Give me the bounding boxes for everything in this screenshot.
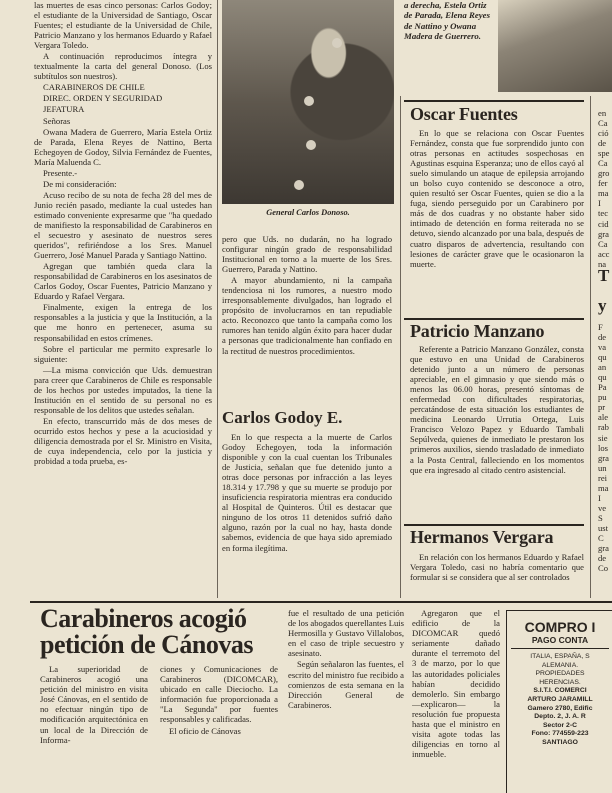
letter-header: CARABINEROS DE CHILE <box>43 82 145 93</box>
column-divider <box>590 96 591 598</box>
paragraph: En efecto, transcurrido más de dos meses de ocurrido estos hechos y pese a la acuciosidad y diligencia demostrada por el Sr. Ministro en Visita, de cuya independencia, celo por la justicia y probidad a toda prueba, es- <box>34 415 212 467</box>
subheading-godoy: Carlos Godoy E. <box>222 408 343 427</box>
ad-subtitle: PAGO CONTA <box>511 635 609 649</box>
photo-general <box>222 0 394 204</box>
ad-line: Depto. 2, J. A. R <box>534 713 586 721</box>
paragraph: A continuación reproducimos íntegra y textualmente la carta del general Donoso. (Los subtítulos son nuestros). <box>34 51 212 82</box>
fragment: cid <box>598 218 609 229</box>
fragment: gra <box>598 228 609 239</box>
paragraph: —La misma convicción que Uds. demuestran para creer que Carabineros de Chile es responsable de los hechos por ustedes imputados, la tiene la Institución en el sentido de su personal no es responsable de los delitos que ustedes señalan. <box>34 364 212 415</box>
article-column-3a <box>410 128 584 318</box>
fragment: rei <box>598 472 608 483</box>
fragment: gra <box>598 543 609 554</box>
section-rule <box>404 100 584 102</box>
bottom-column-a <box>40 664 148 790</box>
fragment: ció <box>598 128 609 139</box>
uniform-button <box>304 96 314 106</box>
ad-title: COMPRO I <box>524 619 596 635</box>
paragraph: Finalmente, exigen la entrega de los responsables a la justicia y que la Institución, a la que me honro en pertenecer, asuma su responsabilidad en estos crímenes. <box>34 302 212 343</box>
column-divider <box>400 96 401 598</box>
photo-women <box>498 0 612 92</box>
fragment: sie <box>598 432 608 443</box>
article-column-2-body <box>222 432 392 598</box>
fragment: na <box>598 258 607 268</box>
paragraph: Acuso recibo de su nota de fecha 28 del mes de Junio recién pasado, mediante la cual ustedes han estimado conveniente expresarme que "ha quedado de manifiesto la responsabilidad de Carabineros en el secuestro y asesinato de nuestros seres queridos", refiriéndose a los Sres. Manuel Guerrero, José Manuel Parada y Santiago Nattino. <box>34 189 212 261</box>
fragment: gra <box>598 452 609 463</box>
subheading-fuentes: Oscar Fuentes <box>410 104 518 124</box>
ad-line: Fono: 774559-223 <box>531 730 589 738</box>
fragment: ma <box>598 188 609 199</box>
fragment: rab <box>598 422 609 433</box>
paragraph: En lo que se relaciona con Oscar Fuentes Fernández, consta que fue sorprendido junto con otras personas en actitudes sospechosas en Agustinas esquina Esperanza; uno de ellos cayó al suelo simulando un ataque de epilepsia arrojando un bolso cuyo contenido se desconoce a otro, quien resultó ser Oscar Fuentes, quien se dio a la fuga, siendo perseguido por un Carabinero por más de dos cuadras y no obstante haber sido intimado de detención en forma reiterada no se detuvo, siendo alcanzado por una bala, después de cuatro disparos de advertencia, resultando con lesiones de carácter grave que le ocasionaron la muerte. <box>410 128 584 269</box>
cut-off-column-lower <box>598 322 612 598</box>
fragment: tec <box>598 208 609 219</box>
ad-line: Gamero 2780, Edific <box>527 704 593 712</box>
letter-header: JEFATURA <box>43 104 85 115</box>
paragraph: Presente.- <box>43 167 78 178</box>
paragraph: La superioridad de Carabineros acogió una petición del ministro en visita José Cánovas, en el sentido de no efectuar ningún tipo de modificación arquitectónica en un local de la Dirección de Informa- <box>40 664 148 745</box>
fragment: S <box>598 512 603 523</box>
fragment: qu <box>598 372 607 383</box>
fragment: Ca <box>598 118 608 129</box>
fragment: I <box>598 198 601 209</box>
fragment: Ca <box>598 238 608 249</box>
section-rule <box>404 524 584 526</box>
fragment: I <box>598 492 601 503</box>
uniform-button <box>294 180 304 190</box>
fragment: qu <box>598 352 607 363</box>
paragraph: Referente a Patricio Manzano González, consta que estuvo en una Unidad de Carabineros detenido junto a un número de personas apreciable, en el gimnasio y que siendo más o menos las 06.00 horas, presentó síntomas de enfermedad con dificultades respiratorias, percatándose de esta situación los estudiantes de medicina Leonardo Urrutia Ortega, Luis Francisco Velozo Papez y Eduardo Tambali Sepúlveda, quienes de inmediato le prestaron los primeros auxilios, siendo trasladado de inmediato a la Posta Central, falleciendo en los momentos que era ingresado al citado centro asistencial. <box>410 344 584 475</box>
paragraph: El oficio de Cánovas <box>169 725 241 736</box>
letter-salutation: Señoras <box>43 115 71 126</box>
fragment: de <box>598 138 607 149</box>
fragment: pr <box>598 402 606 413</box>
fragment: Pa <box>598 382 607 393</box>
fragment: ma <box>598 482 609 493</box>
paragraph: Agregan que también queda clara la responsabilidad de Carabineros en los asesinatos de Carlos Godoy, Oscar Fuentes, Patricio Manzano y Eduardo y Rafael Vergara. <box>34 261 212 302</box>
article-column-3b <box>410 344 584 522</box>
paragraph: Agregaron que el edificio de la DICOMCAR quedó seriamente dañado durante el terremoto del 3 de marzo, por lo que las autoridades policiales habían decidido demolerlo. Sin embargo —explicaron— la resolución fue propuesta hasta que el ministro en visita agote todas las diligencias en torno al inmueble. <box>412 608 500 760</box>
paragraph: pero que Uds. no dudarán, no ha logrado configurar ningún grado de responsabilidad Institucional en torno a la muerte de los Sres. Guerrero, Parada y Nattino. <box>222 234 392 275</box>
uniform-button <box>306 140 316 150</box>
fragment: en <box>598 108 607 118</box>
fragment: fer <box>598 178 608 189</box>
letter-addressees: Owana Madera de Guerrero, María Estela Ortiz de Parada, Elena Reyes de Nattino, Berta Echegoyen de Godoy, Silvia Fernández de Fuentes, María Maluenda C. <box>34 126 212 167</box>
section-rule <box>404 318 584 320</box>
cut-off-heading: T <box>598 266 610 285</box>
fragment: de <box>598 332 607 343</box>
cut-off-column <box>598 108 612 268</box>
cut-off-heading: y <box>598 296 607 315</box>
article-column-3c <box>410 552 584 598</box>
fragment: va <box>598 342 607 353</box>
fragment: ale <box>598 412 609 423</box>
bottom-column-c <box>288 608 404 790</box>
fragment: pu <box>598 392 607 403</box>
ad-line: S.I.T.I. COMERCI <box>533 687 587 695</box>
fragment: C <box>598 532 604 543</box>
classified-ad <box>506 610 612 793</box>
fragment: un <box>598 462 607 473</box>
paragraph: En lo que respecta a la muerte de Carlos Godoy Echegoyen, toda la información disponible y con la cual cuentan los Tribunales de Justicia, señalan que fue detenido junto a otras doce personas por infracción a las leyes 18.314 y 17.798 y que su muerte se produjo por insuficiencia respiratoria mientras era conducido al Hospital de Quinteros. Útil es destacar que ninguno de los otros 11 detenidos sufrió daño alguno, razón por la cual no hay, hasta donde sabemos, evidencia de que haya sido apremiado en forma ilegítima. <box>222 432 392 553</box>
ad-line: ITALIA, ESPAÑA, S <box>530 653 590 660</box>
subheading-manzano: Patricio Manzano <box>410 321 545 341</box>
ad-line: HERENCIAS. <box>539 678 581 686</box>
paragraph: Según señalaron las fuentes, el escrito del ministro fue recibido a comienzos de esta semana en la Dirección General de Carabineros. <box>288 659 404 710</box>
paragraph: ciones y Comunicaciones de Carabineros (DICOMCAR), ubicado en calle Dieciocho. La información fue proporcionada a "La Segunda" por fuentes responsables y calificadas. <box>160 664 278 725</box>
ad-line: ARTURO JARAMILL <box>527 695 593 703</box>
photo-caption: a derecha, Estela Ortiz de Parada, Elena Reyes de Nattino y Owana Madera de Guerrero. <box>404 0 491 42</box>
insignia <box>332 38 342 48</box>
fragment: gro <box>598 168 610 179</box>
column-divider <box>217 0 218 598</box>
paragraph: fue el resultado de una petición de los abogados querellantes Luis Hermosilla y Gustavo Villalobos, en el caso de triple secuestro y asesinato. <box>288 608 404 659</box>
section-divider <box>30 601 612 603</box>
article-column-1 <box>34 0 212 598</box>
fragment: Co <box>598 563 609 574</box>
fragment: an <box>598 362 607 373</box>
paragraph: A mayor abundamiento, ni la campaña tendenciosa ni los rumores, a nuestro modo irresponsablemente divulgados, han logrado el propósito de involucrarnos en tan repudiable acto. Reconozco que tanto la campaña como los rumores han tenido algún éxito para hacer dudar a personas que tradicionalmente han confiado en la rectitud de nuestros procedimientos. <box>222 275 392 356</box>
paragraph: De mi consideración: <box>43 178 117 189</box>
bottom-column-d <box>412 608 500 790</box>
ad-line: Sector 2-C <box>543 721 577 729</box>
fragment: acc <box>598 248 610 259</box>
ad-line: SANTIAGO <box>542 738 578 746</box>
paragraph: En relación con los hermanos Eduardo y Rafael Vergara Toledo, casi no habría comentario que formular si se considera que al ser controlados <box>410 552 584 583</box>
fragment: ve <box>598 502 607 513</box>
fragment: F <box>598 322 603 332</box>
fragment: de <box>598 553 607 564</box>
paragraph: Sobre el particular me permito expresarle lo siguiente: <box>34 343 212 364</box>
ad-line: PROPIEDADES <box>535 670 585 678</box>
photo-caption: General Carlos Donoso. <box>266 208 350 217</box>
subheading-vergara: Hermanos Vergara <box>410 527 554 547</box>
fragment: los <box>598 442 609 453</box>
bottom-column-b <box>160 664 278 790</box>
paragraph: las muertes de esas cinco personas: Carlos Godoy; el estudiante de la Universidad de Santiago, Oscar Fuentes; el estudiante de la Universidad de Chile, Patricio Manzano y los hermanos Eduardo y Rafael Vergara Toledo. <box>34 0 212 51</box>
fragment: ust <box>598 522 609 533</box>
ad-line: ALEMANIA. <box>541 661 579 669</box>
letter-header: DIREC. ORDEN Y SEGURIDAD <box>43 93 163 104</box>
fragment: Ca <box>598 158 608 169</box>
fragment: spe <box>598 148 610 159</box>
headline: Carabineros acogió petición de Cánovas <box>40 604 253 659</box>
